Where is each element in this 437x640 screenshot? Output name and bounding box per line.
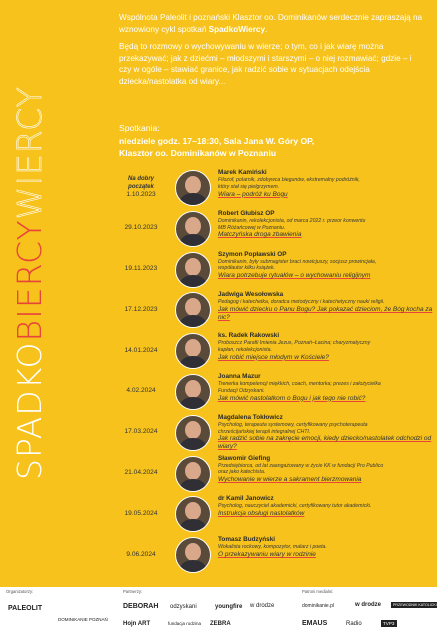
meetings-label: Spotkania: — [119, 123, 160, 133]
speaker-photo — [175, 211, 211, 247]
title-wiercy: WIERCY — [10, 86, 49, 220]
meeting-date-cell — [108, 412, 174, 453]
przewodnik-logo: PRZEWODNIK KATOLICKI — [393, 603, 437, 607]
meeting-date: 19.05.2024 — [124, 509, 158, 517]
speaker-info — [218, 455, 434, 485]
meeting-topic: Jak radzić sobie na zakręcie emocji, kiedy dziecko/nastolatek odchodzi od wiary? — [218, 435, 432, 451]
meetings-venue: Klasztor oo. Dominikanów w Poznaniu — [119, 148, 277, 159]
speaker-bio-2: który stał się pielgrzymem. — [218, 183, 280, 190]
dominikanie-logo: DOMINIKANIE POZNAŃ — [58, 617, 108, 622]
wdrodze-media-logo: w drodze — [355, 602, 382, 608]
organizers-section — [6, 589, 33, 594]
speaker-bio: Proboszcz Parafii Imienia Jezus, Poznań–Łacina; charyzmatyczny — [218, 340, 371, 347]
speaker-info — [218, 495, 434, 518]
speaker-bio: Psycholog, nauczyciel akademicki, certyfikowany tutor akademicki. — [218, 503, 372, 510]
radio-logo: Radio — [346, 621, 362, 627]
meeting-date: 9.06.2024 — [126, 550, 156, 558]
speaker-photo — [175, 415, 211, 451]
schedule-item — [108, 371, 433, 412]
odzyskani-logo: odzyskani — [170, 604, 197, 610]
speaker-name: dr Kamil Janowicz — [218, 495, 274, 503]
speaker-info — [218, 536, 434, 559]
schedule-item — [108, 167, 433, 208]
tvp3-logo: TVP3 — [383, 621, 395, 626]
speaker-name: Tomasz Budzyński — [218, 536, 276, 544]
intro-paragraph-2: Będą to rozmowy o wychowywaniu w wierze; o tym, co i jak wiarę można przekazywać; jak z dziećmi – młodszymi i starszymi – o niej rozmawiać; gdzie – i czy w ogóle – stawiać granice, jak radzić sobie w sytuacjach odejścia dziecka/nastolatka od wiary... — [119, 42, 412, 86]
speaker-bio-2: oraz jako katechista. — [218, 469, 266, 476]
meeting-date-cell — [108, 289, 174, 330]
meetings-info — [119, 122, 425, 160]
meeting-date-cell — [108, 371, 174, 412]
speaker-bio: Filozof, polarnik, zdobywca biegunów, ekstremalny podróżnik, — [218, 177, 360, 183]
meeting-date: 21.04.2024 — [124, 468, 158, 476]
schedule-item — [108, 493, 433, 534]
meeting-date-cell — [108, 167, 174, 208]
speaker-info — [218, 291, 434, 322]
meetings-time-place: niedziele godz. 17–18:30, Sala Jana W. Góry OP, — [119, 135, 315, 146]
schedule-item — [108, 534, 433, 575]
wdrodze-partner-logo: w drodze — [250, 603, 275, 609]
intro-paragraph-1: Wspólnota Paleolit i poznański Klasztor oo. Dominikanów serdecznie zapraszają na wznowiony cykl spotkań SpadkoWiercy. — [119, 13, 423, 34]
meeting-date-cell — [108, 534, 174, 575]
organizers-label: Organizatorzy: — [6, 589, 34, 594]
speaker-name: Joanna Mazur — [218, 372, 261, 380]
speaker-photo — [175, 252, 211, 288]
speaker-photo — [175, 333, 211, 369]
speaker-info — [218, 332, 434, 362]
speaker-bio-2: Fundacji Odzyskani. — [218, 387, 265, 394]
meeting-date-cell — [108, 453, 174, 494]
partners-section — [123, 589, 142, 594]
title-biercy: BIERCY — [10, 219, 49, 342]
zebra-logo: ZEBRA — [210, 621, 231, 627]
speaker-name: Jadwiga Wesołowska — [218, 291, 284, 299]
speaker-bio-2: kapłan, rekolekcjonista. — [218, 346, 272, 353]
vertical-title — [10, 86, 50, 480]
meeting-topic: Jak mówić dziecku o Panu Bogu? Jak pokazać dzieciom, że Bóg kocha za nic? — [218, 306, 433, 322]
meeting-date: 14.01.2024 — [124, 346, 158, 354]
speaker-name: Magdalena Tokłowicz — [218, 413, 283, 421]
meeting-date-cell — [108, 208, 174, 249]
speaker-name: Marek Kamiński — [218, 169, 267, 176]
paleolit-logo: PALEOLIT — [8, 605, 43, 612]
speaker-bio: Pedagog i katechetka, doradca metodyczny i katechetyczny nauki religii. — [218, 299, 385, 306]
schedule-item — [108, 412, 433, 453]
speaker-photo — [175, 496, 211, 532]
speaker-photo — [175, 170, 211, 206]
speaker-name: Szymon Popławski OP — [218, 250, 287, 258]
meeting-topic: Jak robić miejsce młodym w Kościele? — [218, 353, 329, 361]
schedule-item — [108, 330, 433, 371]
meeting-date: 4.02.2024 — [126, 387, 156, 395]
speaker-bio: Trenerka kompetencji miękkich, coach, mentorka; prezes i założycielka — [218, 380, 381, 387]
speaker-bio: Psycholog, terapeuta systemowy, certyfikowany psychoterapeuta — [218, 421, 368, 428]
speaker-bio: Wokalista rockowy, kompozytor, malarz i poeta. — [218, 544, 327, 551]
footer-sponsors — [0, 587, 437, 640]
speaker-bio-2: MB Różańcowej w Poznaniu. — [218, 224, 286, 231]
meeting-topic: Wiara – podróż ku Bogu — [218, 190, 288, 198]
meeting-topic: Jak mówić nastolatkom o Bogu i jak tego nie robić? — [218, 394, 366, 402]
speaker-bio-2: współautor kilku książek. — [218, 265, 276, 272]
schedule-item — [108, 289, 433, 330]
speaker-bio: Dominikanin, były submagister braci nowicjuszy, socjusz prowincjała, — [218, 258, 377, 265]
title-spadko: SPADKO — [10, 341, 49, 480]
meeting-topic: Wiara potrzebuje rytuałów – o wychowaniu religijnym — [218, 272, 371, 280]
speaker-bio: Dominikanin, rekolekcjonista, od marca 2022 r. przeor konwentu — [218, 217, 366, 224]
hojnart-logo: Hojn ART — [123, 621, 151, 627]
partners-label: Partnerzy: — [123, 589, 143, 594]
meeting-date-cell — [108, 249, 174, 290]
date-prefix-2: początek — [128, 184, 154, 191]
meeting-date: 19.11.2023 — [124, 264, 158, 272]
schedule-list — [108, 167, 433, 575]
meeting-date-cell — [108, 330, 174, 371]
meeting-date: 17.12.2023 — [124, 305, 158, 313]
meeting-topic: Instrukcja obsługi nastolatków — [218, 510, 305, 518]
deborah-logo: DEBORAH — [123, 603, 159, 610]
speaker-photo — [175, 374, 211, 410]
date-prefix: Na dobry — [127, 176, 154, 183]
schedule-item — [108, 453, 433, 494]
fundacja-logo: fundacja rodzina — [168, 621, 202, 626]
speaker-bio-2: chrześcijańskiej terapii integralnej CHTI. — [218, 428, 311, 435]
speaker-info — [218, 373, 434, 403]
speaker-info — [218, 169, 434, 199]
speaker-photo — [175, 292, 211, 328]
meeting-date: 29.10.2023 — [124, 224, 158, 232]
speaker-bio: Przedsiębiorca, od lat zaangażowany w życie KK w fundacji Pro Publico — [218, 462, 384, 469]
speaker-photo — [175, 456, 211, 492]
intro-text — [119, 12, 425, 94]
speaker-name: ks. Radek Rakowski — [218, 332, 280, 340]
dominikanie-pl-logo: dominikanie.pl — [302, 603, 334, 609]
emaus-logo: EMAUS — [302, 620, 328, 627]
meeting-date: 1.10.2023 — [126, 191, 156, 199]
speaker-name: Sławomir Giefing — [218, 454, 271, 462]
schedule-item — [108, 208, 433, 249]
meeting-topic: Matczyńska droga zbawienia — [218, 231, 302, 239]
speaker-info — [218, 210, 434, 240]
meeting-date: 17.03.2024 — [124, 428, 158, 436]
media-section — [302, 589, 333, 594]
speaker-photo — [175, 537, 211, 573]
schedule-item — [108, 249, 433, 290]
speaker-info — [218, 414, 434, 452]
speaker-info — [218, 251, 434, 281]
meeting-topic: Wychowanie w wierze a sakrament bierzmowania — [218, 476, 362, 484]
meeting-date-cell — [108, 493, 174, 534]
speaker-name: Robert Głubisz OP — [218, 209, 275, 217]
meeting-topic: O przekazywaniu wiary w rodzinie — [218, 550, 316, 558]
series-name: SpadkoWiercy — [208, 24, 266, 34]
youngfire-logo: youngfire — [215, 604, 243, 610]
media-label: Patroni medialni: — [302, 589, 334, 594]
